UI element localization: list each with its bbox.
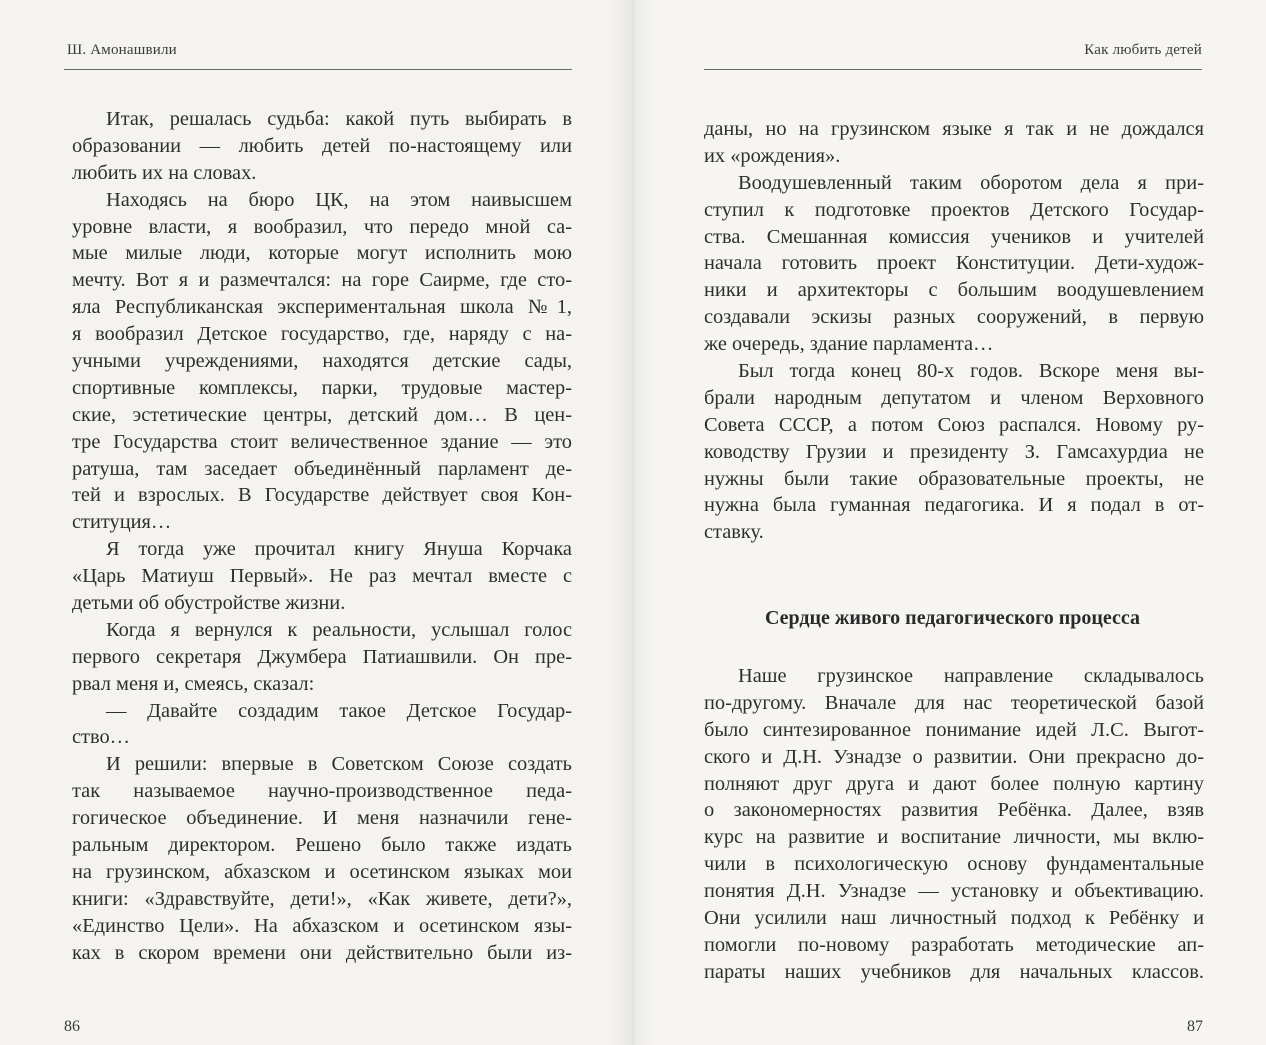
text-line: ступил к подготовке проектов Детского Государ- xyxy=(704,198,1204,221)
text-line: Я тогда уже прочитал книгу Януша Корчака xyxy=(106,538,572,561)
text-line: Когда я вернулся к реальности, услышал голос xyxy=(106,618,572,641)
text-line: «Единство Цели». На абхазском и осетинском язы- xyxy=(72,914,572,937)
right-body-text-bottom xyxy=(704,663,1204,986)
text-line: книги: «Здравствуйте, дети!», «Как живете, дети?», xyxy=(72,887,572,910)
running-head-author: Ш. Амонашвили xyxy=(67,42,177,58)
text-line: Был тогда конец 80-х годов. Вскоре меня вы- xyxy=(738,360,1204,383)
text-line: «Царь Матиуш Первый». Не раз мечтал вместе с xyxy=(72,565,572,588)
text-line: уровне власти, я вообразил, что передо мной са- xyxy=(72,215,572,238)
text-line: яла Республиканская экспериментальная школа №1, xyxy=(72,296,572,319)
text-line: курс на развитие и воспитание личности, мы вклю- xyxy=(704,826,1204,849)
text-line: ники и архитекторы с большим воодушевлением xyxy=(704,279,1204,302)
text-line: так называемое научно-производственное педа- xyxy=(72,780,572,803)
page-number: 87 xyxy=(1187,1018,1203,1035)
text-line: тей и взрослых. В Государстве действует своя Кон- xyxy=(72,484,572,507)
text-line: Находясь на бюро ЦК, на этом наивысшем xyxy=(106,188,572,211)
text-line: гогическое объединение. И меня назначили гене- xyxy=(72,807,572,830)
running-head-title: Как любить детей xyxy=(1084,42,1202,58)
text-line: ках в скором времени они действительно были из- xyxy=(72,941,572,964)
text-line: о закономерностях развития Ребёнка. Далее, взяв xyxy=(704,799,1204,822)
text-line: понятия Д.Н. Узнадзе — установку и объективацию. xyxy=(704,880,1204,903)
text-line: чили в психологическую основу фундаментальные xyxy=(704,853,1204,876)
text-line: учными учреждениями, находятся детские сады, xyxy=(72,350,572,373)
right-body-text-top xyxy=(704,116,1204,546)
text-line: ского и Д.Н. Узнадзе о развитии. Они прекрасно до- xyxy=(704,745,1204,768)
text-line: даны, но на грузинском языке я так и не дождался xyxy=(704,118,1204,140)
text-line: ставку. xyxy=(704,521,764,544)
header-rule xyxy=(64,69,572,70)
text-line: же очередь, здание парламента… xyxy=(704,333,994,356)
text-line: Они усилили наш личностный подход к Ребёнку и xyxy=(704,907,1204,930)
text-line: полняют друг друга и дают более полную картину xyxy=(704,772,1204,795)
text-line: — Давайте создадим такое Детское Государ- xyxy=(106,699,572,722)
text-line: мые милые люди, которые могут исполнить мою xyxy=(72,242,572,265)
text-line: начала готовить проект Конституции. Дети-худож- xyxy=(704,252,1204,275)
text-line: нужна была гуманная педагогика. И я подал в от- xyxy=(704,494,1204,517)
text-line: было синтезированное понимание идей Л.С. Выгот- xyxy=(704,718,1204,741)
text-line: рвал меня и, смеясь, сказал: xyxy=(72,672,315,695)
text-line: по-другому. Вначале для нас теоретической базой xyxy=(704,691,1204,714)
text-line: ституция… xyxy=(72,511,172,534)
right-page xyxy=(633,0,1266,1045)
header-rule xyxy=(704,69,1202,70)
section-heading: Сердце живого педагогического процесса xyxy=(764,607,1141,629)
text-line: я вообразил Детское государство, где, наряду с на- xyxy=(72,323,572,346)
text-line: тре Государства стоит величественное здание — это xyxy=(72,430,572,453)
text-line: ральным директором. Решено было также издать xyxy=(72,834,572,857)
text-line: И решили: впервые в Советском Союзе создать xyxy=(106,753,572,776)
text-line: спортивные комплексы, парки, трудовые мастер- xyxy=(72,376,572,399)
text-line: ские, эстетические центры, детский дом… В цен- xyxy=(72,403,572,426)
text-line: на грузинском, абхазском и осетинском языках мои xyxy=(72,860,572,883)
text-line: Итак, решалась судьба: какой путь выбирать в xyxy=(106,108,572,130)
text-line: ководству Грузии и президенту З. Гамсахурдиа не xyxy=(704,440,1204,463)
text-line: ства. Смешанная комиссия учеников и учителей xyxy=(704,225,1204,248)
text-line: мечту. Вот я и размечтался: на горе Саирме, где сто- xyxy=(72,269,572,292)
text-line: первого секретаря Джумбера Патиашвили. Он пре- xyxy=(72,645,572,668)
text-line: параты наших учебников для начальных классов. xyxy=(704,960,1204,983)
text-line: Воодушевленный таким оборотом дела я при- xyxy=(738,171,1204,194)
text-line: создавали эскизы разных сооружений, в первую xyxy=(704,306,1204,329)
text-line: Наше грузинское направление складывалось xyxy=(738,665,1204,687)
left-body-text xyxy=(72,106,572,967)
text-line: их «рождения». xyxy=(704,144,841,167)
text-line: образовании — любить детей по-настоящему или xyxy=(72,134,572,157)
text-line: любить их на словах. xyxy=(72,161,257,184)
page-number: 86 xyxy=(64,1018,80,1035)
text-line: нужны были такие образовательные проекты, не xyxy=(704,467,1204,490)
text-line: брали народным депутатом и членом Верховного xyxy=(704,386,1204,409)
text-line: помогли по-новому разработать методические ап- xyxy=(704,933,1204,956)
text-line: ратуша, там заседает объединённый парламент де- xyxy=(72,457,572,480)
text-line: ство… xyxy=(72,726,131,749)
text-line: Совета СССР, а потом Союз распался. Новому ру- xyxy=(704,413,1204,436)
text-line: детьми об обустройстве жизни. xyxy=(72,592,346,615)
